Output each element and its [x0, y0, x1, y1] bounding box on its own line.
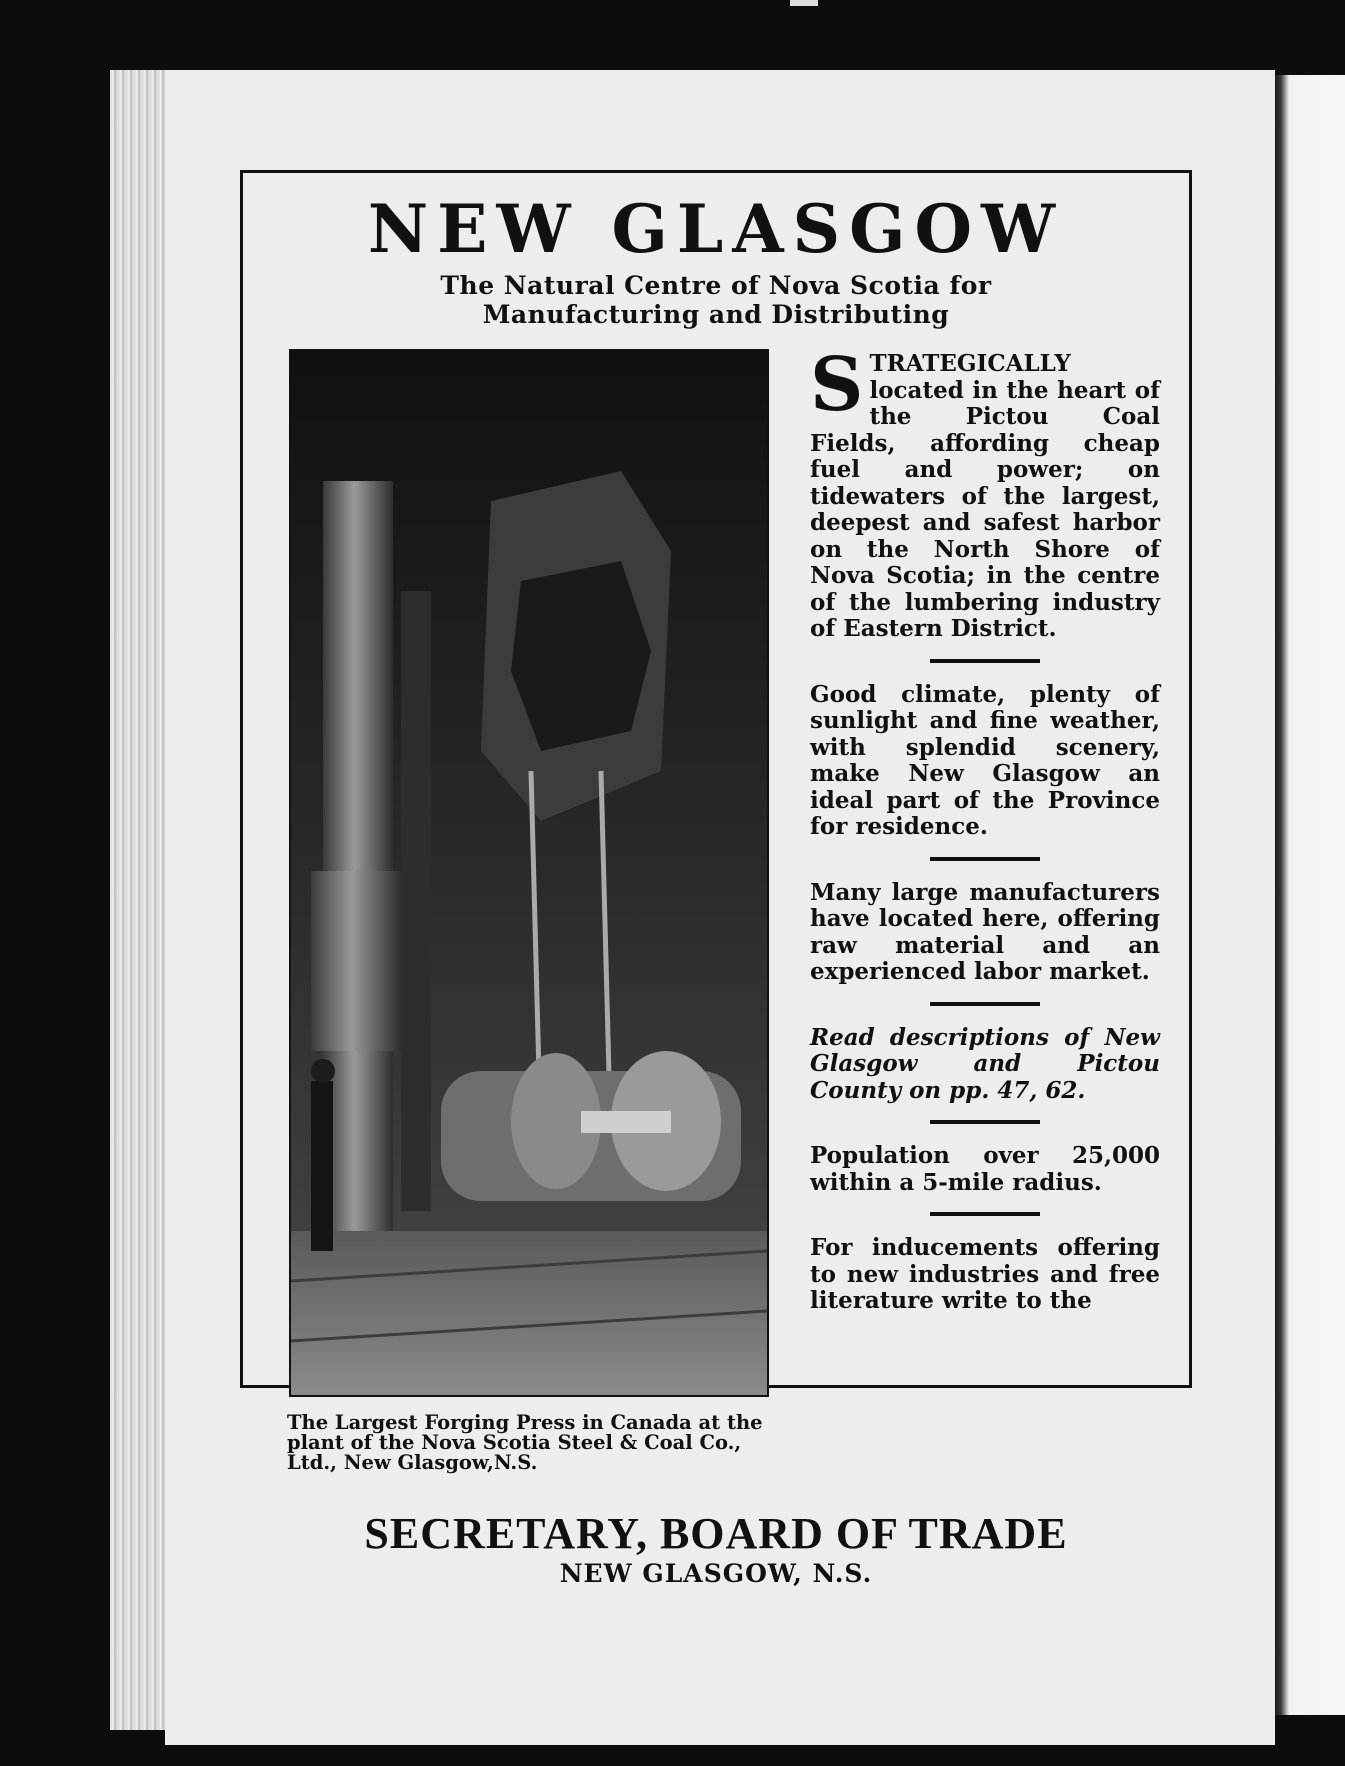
subtitle: The Natural Centre of Nova Scotia for Manufacturing and Distributing — [440, 271, 992, 329]
adjacent-page-edge — [1275, 75, 1345, 1715]
drop-cap: S — [810, 342, 864, 428]
divider — [930, 1212, 1040, 1216]
forging-press-photo — [289, 349, 769, 1397]
divider — [930, 1002, 1040, 1006]
text-column — [810, 342, 1160, 1315]
paragraph-population: Population over 25,000 within a 5-mile radius. — [810, 1142, 1160, 1196]
paragraph-manufacturers: Many large manufacturers have located here, offering raw material and an experienced labor market. — [810, 878, 1160, 985]
divider — [930, 659, 1040, 663]
closing-line: SECRETARY, BOARD OF TRADE — [364, 1509, 1068, 1558]
closing-address: NEW GLASGOW, N.S. — [559, 1559, 873, 1588]
paragraph-strategic: STRATEGICALLY located in the heart of the Pictou Coal Fields, affording cheap fuel and power; on tidewaters of the largest, deepest and safest harbor on the North Shore of Nova Scotia; in the centre of the lumbering industry of Eastern District. — [810, 342, 1160, 642]
paragraph-climate: Good climate, plenty of sunlight and fine weather, with splendid scenery, make New Glasgow an ideal part of the Province for residence. — [810, 680, 1160, 840]
paragraph-read-descriptions: Read descriptions of New Glasgow and Pictou County on pp. 47, 62. — [810, 1023, 1160, 1104]
headline: NEW GLASGOW — [367, 190, 1065, 268]
divider — [930, 1120, 1040, 1124]
advertisement — [240, 170, 1192, 1588]
forging-press-illustration — [291, 351, 767, 1395]
photo-caption: The Largest Forging Press in Canada at the plant of the Nova Scotia Steel & Coal Co., Ltd., New Glasgow,N.S. — [287, 1411, 763, 1474]
divider — [930, 857, 1040, 861]
scan-mark — [790, 0, 818, 6]
paragraph-inducements: For inducements offering to new industries and free literature write to the — [810, 1234, 1160, 1314]
